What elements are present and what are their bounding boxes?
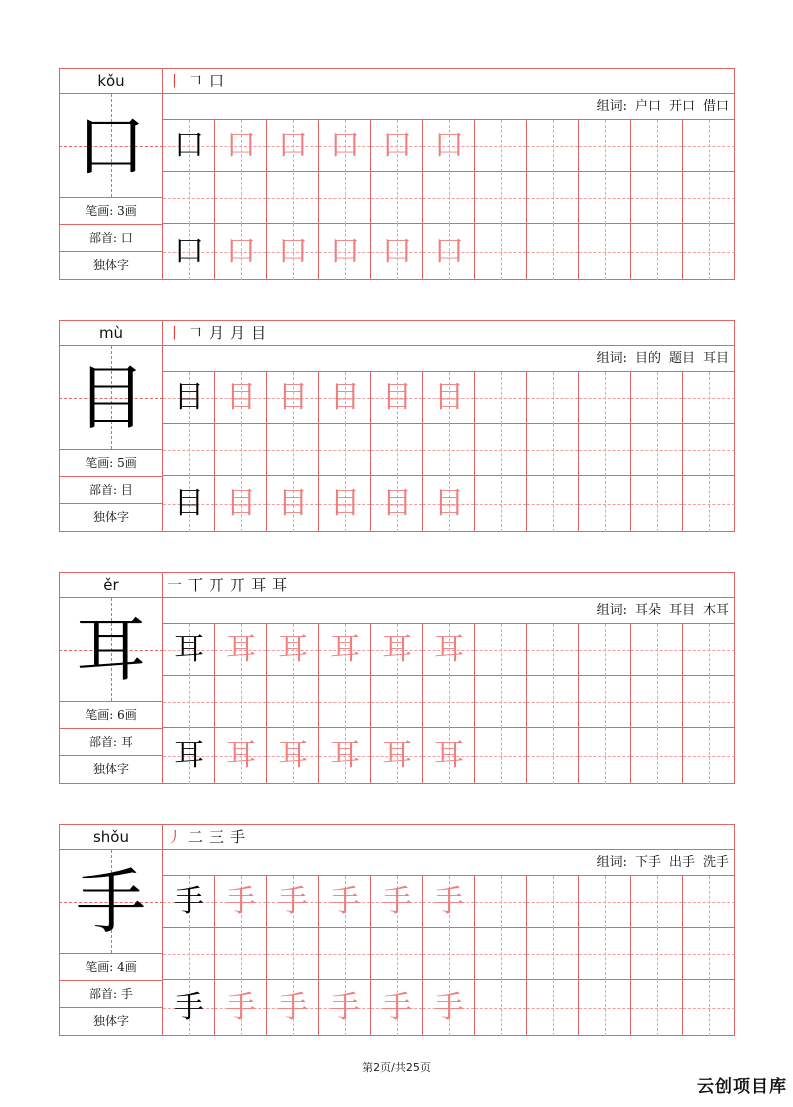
- brand-watermark: 云创项目库: [697, 1077, 787, 1097]
- grid-cell: [527, 876, 579, 928]
- grid-cell: [267, 980, 319, 1036]
- practice-row: [163, 372, 735, 424]
- stroke-count: 笔画: 3画: [59, 198, 163, 225]
- trace-char: 手: [382, 990, 412, 1025]
- stroke-step: 三: [209, 828, 225, 846]
- stroke-step: 月: [209, 324, 225, 342]
- practice-row: [163, 980, 735, 1036]
- practice-model-char: 手: [174, 990, 204, 1025]
- grid-cell: [319, 120, 371, 172]
- structure-label: 独体字: [92, 258, 129, 272]
- trace-char: 口: [226, 128, 256, 163]
- grid-cell: [579, 172, 631, 224]
- stroke-step: 口: [209, 72, 225, 90]
- trace-char: 口: [278, 128, 308, 163]
- grid-cell: [475, 876, 527, 928]
- grid-cell: [423, 224, 475, 280]
- stroke-order: [163, 824, 735, 850]
- grid-cell: [475, 372, 527, 424]
- grid-cell: [371, 372, 423, 424]
- practice-row: [163, 120, 735, 172]
- practice-row: [163, 624, 735, 676]
- grid-cell: [475, 980, 527, 1036]
- trace-char: 手: [434, 884, 464, 919]
- practice-model-char: 目: [174, 380, 204, 415]
- trace-char: 耳: [434, 632, 464, 667]
- trace-char: 目: [226, 380, 256, 415]
- grid-cell: [163, 372, 215, 424]
- practice-row: [163, 476, 735, 532]
- radical-label: 部首:: [89, 483, 118, 497]
- grid-cell: [371, 876, 423, 928]
- grid-cell: [579, 476, 631, 532]
- radical-value: 耳: [120, 735, 133, 749]
- grid-cell: [423, 424, 475, 476]
- grid-cell: [163, 980, 215, 1036]
- grid-cell: [163, 424, 215, 476]
- grid-cell: [423, 372, 475, 424]
- grid-cell: [631, 980, 683, 1036]
- model-char: 目: [76, 357, 146, 439]
- trace-char: 口: [382, 128, 412, 163]
- grid-cell: [475, 728, 527, 784]
- grid-cell: [683, 172, 735, 224]
- trace-char: 耳: [226, 632, 256, 667]
- grid-cell: [371, 980, 423, 1036]
- grid-cell: [319, 624, 371, 676]
- grid-cell: [163, 624, 215, 676]
- grid-cell: [267, 224, 319, 280]
- character-card: [59, 824, 735, 1036]
- grid-cell: [267, 676, 319, 728]
- trace-char: 手: [226, 990, 256, 1025]
- grid-cell: [683, 676, 735, 728]
- stroke-count: 笔画: 5画: [59, 450, 163, 477]
- grid-cell: [527, 728, 579, 784]
- grid-cell: [527, 224, 579, 280]
- word: 开口: [668, 99, 695, 114]
- grid-cell: [475, 476, 527, 532]
- grid-cell: [475, 172, 527, 224]
- trace-char: 耳: [330, 632, 360, 667]
- grid-cell: [579, 980, 631, 1036]
- stroke-step: 一: [167, 576, 183, 594]
- word: 木耳: [702, 603, 729, 618]
- practice-model-char: 目: [174, 486, 204, 521]
- word: 耳目: [668, 603, 695, 618]
- stroke-step: 丨: [167, 324, 183, 342]
- practice-model-char: 手: [174, 884, 204, 919]
- grid-cell: [683, 476, 735, 532]
- stroke-step: 手: [230, 828, 246, 846]
- grid-cell: [267, 372, 319, 424]
- grid-cell: [371, 476, 423, 532]
- trace-char: 口: [434, 234, 464, 269]
- grid-cell: [527, 476, 579, 532]
- grid-cell: [579, 876, 631, 928]
- trace-char: 目: [330, 486, 360, 521]
- word: 目的: [634, 351, 661, 366]
- trace-char: 手: [330, 884, 360, 919]
- structure-label: 独体字: [92, 510, 129, 524]
- grid-cell: [475, 624, 527, 676]
- grid-cell: [631, 624, 683, 676]
- trace-char: 手: [226, 884, 256, 919]
- grid-cell: [423, 172, 475, 224]
- grid-cell: [631, 172, 683, 224]
- grid-cell: [215, 172, 267, 224]
- trace-char: 耳: [278, 632, 308, 667]
- grid-cell: [683, 928, 735, 980]
- grid-cell: [631, 876, 683, 928]
- char-info-column: [59, 68, 163, 280]
- words-label: 组词:: [596, 99, 627, 114]
- word-list: [163, 598, 735, 624]
- word: 下手: [634, 855, 661, 870]
- grid-cell: [267, 928, 319, 980]
- trace-char: 口: [382, 234, 412, 269]
- word: 户口: [634, 99, 661, 114]
- grid-cell: [527, 980, 579, 1036]
- grid-cell: [215, 876, 267, 928]
- grid-cell: [267, 120, 319, 172]
- grid-cell: [631, 676, 683, 728]
- grid-cell: [527, 676, 579, 728]
- trace-char: 耳: [330, 738, 360, 773]
- words-label: 组词:: [596, 603, 627, 618]
- trace-char: 耳: [382, 738, 412, 773]
- pinyin: mù: [59, 320, 163, 346]
- grid-cell: [579, 728, 631, 784]
- practice-row: [163, 172, 735, 224]
- grid-cell: [163, 120, 215, 172]
- grid-cell: [319, 424, 371, 476]
- grid-cell: [163, 876, 215, 928]
- grid-cell: [683, 980, 735, 1036]
- stroke-count: 笔画: 6画: [59, 702, 163, 729]
- stroke-step: 丌: [230, 576, 246, 594]
- character-card: [59, 320, 735, 532]
- stroke-step: 目: [251, 324, 267, 342]
- practice-model-char: 耳: [174, 632, 204, 667]
- grid-cell: [475, 424, 527, 476]
- trace-char: 口: [330, 234, 360, 269]
- grid-cell: [319, 476, 371, 532]
- radical-info: [59, 729, 163, 756]
- grid-cell: [423, 120, 475, 172]
- grid-cell: [579, 676, 631, 728]
- grid-cell: [423, 476, 475, 532]
- grid-cell: [215, 980, 267, 1036]
- grid-cell: [215, 476, 267, 532]
- grid-cell: [631, 372, 683, 424]
- pinyin: kǒu: [59, 68, 163, 94]
- grid-cell: [579, 372, 631, 424]
- trace-char: 手: [382, 884, 412, 919]
- grid-cell: [631, 224, 683, 280]
- word: 出手: [668, 855, 695, 870]
- radical-info: [59, 981, 163, 1008]
- grid-cell: [579, 424, 631, 476]
- trace-char: 耳: [278, 738, 308, 773]
- model-char-box: [59, 850, 163, 954]
- grid-cell: [527, 424, 579, 476]
- grid-cell: [683, 372, 735, 424]
- grid-cell: [371, 172, 423, 224]
- grid-cell: [579, 624, 631, 676]
- trace-char: 目: [278, 380, 308, 415]
- model-char-box: [59, 598, 163, 702]
- trace-char: 目: [330, 380, 360, 415]
- trace-char: 目: [226, 486, 256, 521]
- grid-cell: [267, 728, 319, 784]
- structure-label: 独体字: [92, 762, 129, 776]
- trace-char: 目: [434, 380, 464, 415]
- stroke-step: 二: [188, 828, 204, 846]
- grid-cell: [527, 172, 579, 224]
- grid-cell: [267, 476, 319, 532]
- practice-model-char: 口: [174, 234, 204, 269]
- char-info-column: [59, 320, 163, 532]
- practice-row: [163, 224, 735, 280]
- grid-cell: [475, 676, 527, 728]
- grid-cell: [371, 676, 423, 728]
- grid-cell: [423, 928, 475, 980]
- grid-cell: [163, 476, 215, 532]
- grid-cell: [683, 120, 735, 172]
- grid-cell: [527, 624, 579, 676]
- word-list: [163, 346, 735, 372]
- grid-cell: [319, 172, 371, 224]
- stroke-count: 笔画: 4画: [59, 954, 163, 981]
- trace-char: 目: [382, 380, 412, 415]
- model-char-box: [59, 94, 163, 198]
- radical-label: 部首:: [89, 231, 118, 245]
- practice-row: [163, 876, 735, 928]
- trace-char: 口: [434, 128, 464, 163]
- word: 耳朵: [634, 603, 661, 618]
- grid-cell: [631, 728, 683, 784]
- grid-cell: [267, 172, 319, 224]
- trace-char: 口: [330, 128, 360, 163]
- stroke-order: [163, 320, 735, 346]
- grid-cell: [423, 624, 475, 676]
- grid-cell: [215, 676, 267, 728]
- trace-char: 口: [278, 234, 308, 269]
- grid-cell: [163, 676, 215, 728]
- grid-cell: [215, 624, 267, 676]
- trace-char: 手: [278, 884, 308, 919]
- grid-cell: [579, 224, 631, 280]
- word-list: [163, 94, 735, 120]
- practice-row: [163, 928, 735, 980]
- grid-cell: [631, 476, 683, 532]
- trace-char: 目: [278, 486, 308, 521]
- radical-value: 手: [120, 987, 133, 1001]
- stroke-order: [163, 572, 735, 598]
- grid-cell: [267, 876, 319, 928]
- radical-label: 部首:: [89, 735, 118, 749]
- trace-char: 手: [434, 990, 464, 1025]
- grid-cell: [319, 372, 371, 424]
- grid-cell: [423, 676, 475, 728]
- grid-cell: [631, 424, 683, 476]
- words-label: 组词:: [596, 855, 627, 870]
- stroke-step: 月: [230, 324, 246, 342]
- trace-char: 目: [434, 486, 464, 521]
- grid-cell: [215, 424, 267, 476]
- trace-char: 目: [382, 486, 412, 521]
- grid-cell: [683, 624, 735, 676]
- pinyin: ěr: [59, 572, 163, 598]
- grid-cell: [215, 120, 267, 172]
- trace-char: 耳: [226, 738, 256, 773]
- grid-cell: [527, 928, 579, 980]
- grid-cell: [527, 120, 579, 172]
- grid-cell: [683, 728, 735, 784]
- grid-cell: [371, 624, 423, 676]
- char-info-column: [59, 572, 163, 784]
- character-card: [59, 68, 735, 280]
- grid-cell: [579, 928, 631, 980]
- grid-cell: [371, 224, 423, 280]
- grid-cell: [423, 728, 475, 784]
- grid-cell: [683, 424, 735, 476]
- radical-value: 口: [120, 231, 133, 245]
- radical-info: [59, 477, 163, 504]
- grid-cell: [475, 120, 527, 172]
- stroke-order: [163, 68, 735, 94]
- trace-char: 口: [226, 234, 256, 269]
- word: 洗手: [702, 855, 729, 870]
- model-char: 耳: [76, 609, 146, 691]
- practice-model-char: 口: [174, 128, 204, 163]
- grid-cell: [319, 728, 371, 784]
- stroke-step: 𠃍: [188, 72, 204, 90]
- grid-cell: [163, 172, 215, 224]
- stroke-step: 耳: [272, 576, 288, 594]
- grid-cell: [267, 424, 319, 476]
- grid-cell: [475, 224, 527, 280]
- radical-info: [59, 225, 163, 252]
- grid-cell: [423, 980, 475, 1036]
- grid-cell: [683, 224, 735, 280]
- grid-cell: [215, 224, 267, 280]
- grid-cell: [371, 424, 423, 476]
- grid-cell: [163, 728, 215, 784]
- word: 题目: [668, 351, 695, 366]
- word-list: [163, 850, 735, 876]
- page-indicator: 第2页/共25页: [362, 1061, 431, 1074]
- trace-char: 耳: [434, 738, 464, 773]
- grid-cell: [527, 372, 579, 424]
- grid-cell: [683, 876, 735, 928]
- practice-row: [163, 728, 735, 784]
- grid-cell: [319, 980, 371, 1036]
- character-card: [59, 572, 735, 784]
- stroke-step: 丿: [167, 828, 183, 846]
- stroke-step: 耳: [251, 576, 267, 594]
- grid-cell: [319, 676, 371, 728]
- grid-cell: [423, 876, 475, 928]
- practice-row: [163, 424, 735, 476]
- word: 耳目: [702, 351, 729, 366]
- grid-cell: [631, 120, 683, 172]
- grid-cell: [631, 928, 683, 980]
- grid-cell: [475, 928, 527, 980]
- model-char: 手: [76, 861, 146, 943]
- stroke-step: 丨: [167, 72, 183, 90]
- grid-cell: [215, 728, 267, 784]
- char-info-column: [59, 824, 163, 1036]
- trace-char: 手: [278, 990, 308, 1025]
- trace-char: 耳: [382, 632, 412, 667]
- grid-cell: [319, 224, 371, 280]
- trace-char: 手: [330, 990, 360, 1025]
- grid-cell: [371, 728, 423, 784]
- pinyin: shǒu: [59, 824, 163, 850]
- word: 借口: [702, 99, 729, 114]
- stroke-step: 丅: [188, 576, 204, 594]
- practice-row: [163, 676, 735, 728]
- grid-cell: [215, 372, 267, 424]
- grid-cell: [319, 876, 371, 928]
- grid-cell: [371, 928, 423, 980]
- radical-value: 目: [120, 483, 133, 497]
- grid-cell: [163, 224, 215, 280]
- grid-cell: [267, 624, 319, 676]
- radical-label: 部首:: [89, 987, 118, 1001]
- practice-model-char: 耳: [174, 738, 204, 773]
- model-char: 口: [76, 105, 146, 187]
- model-char-box: [59, 346, 163, 450]
- stroke-step: 𠃍: [188, 324, 204, 342]
- grid-cell: [319, 928, 371, 980]
- grid-cell: [579, 120, 631, 172]
- grid-cell: [163, 928, 215, 980]
- words-label: 组词:: [596, 351, 627, 366]
- stroke-step: 丌: [209, 576, 225, 594]
- grid-cell: [215, 928, 267, 980]
- structure-label: 独体字: [92, 1014, 129, 1028]
- grid-cell: [371, 120, 423, 172]
